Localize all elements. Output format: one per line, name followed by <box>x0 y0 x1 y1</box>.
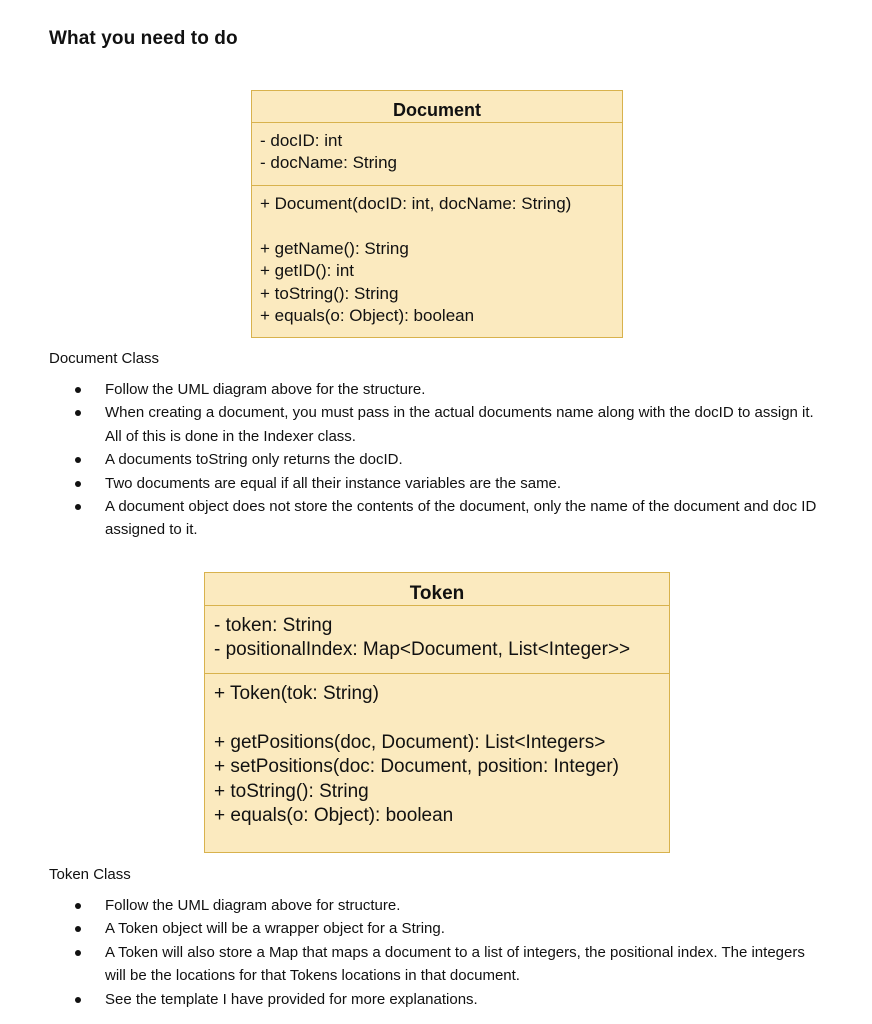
bullet-icon <box>75 950 81 956</box>
uml-class-name: Token <box>205 573 669 606</box>
list-item-text: Follow the UML diagram above for structure. <box>105 897 401 914</box>
bullet-icon <box>75 410 81 416</box>
token-class-bullets <box>0 894 825 1011</box>
uml-method: + equals(o: Object): boolean <box>260 306 475 325</box>
bullet-icon <box>75 387 81 393</box>
token-class-label: Token Class <box>49 866 131 883</box>
uml-method: + equals(o: Object): boolean <box>214 805 454 826</box>
uml-methods <box>252 186 622 328</box>
list-item-text: See the template I have provided for more explanations. <box>105 990 478 1008</box>
bullet-icon <box>75 926 81 932</box>
uml-constructor: + Token(tok: String) <box>214 683 379 704</box>
page-heading: What you need to do <box>49 28 238 49</box>
uml-method: + getID(): int <box>260 261 355 280</box>
uml-fields <box>252 123 622 186</box>
list-item <box>0 917 825 940</box>
list-item <box>0 988 825 1011</box>
bullet-icon <box>75 504 81 510</box>
document-class-bullets <box>0 378 825 542</box>
uml-method: + setPositions(doc: Document, position: Integer) <box>214 756 620 777</box>
list-item <box>0 941 825 988</box>
uml-method: + toString(): String <box>260 283 399 303</box>
list-item-text: A document object does not store the contents of the document, only the name of the document and doc ID assigned to it. <box>105 498 817 539</box>
list-item-text: A Token object will be a wrapper object for a String. <box>105 920 445 938</box>
uml-field: - positionalIndex: Map<Document, List<Integer>> <box>214 639 631 660</box>
bullet-icon <box>75 997 81 1003</box>
list-item <box>0 495 825 542</box>
list-item <box>0 894 825 917</box>
uml-field: - token: String <box>214 615 333 636</box>
uml-method: + getName(): String <box>260 238 409 258</box>
list-item-text: A Token will also store a Map that maps a document to a list of integers, the positional index. The integers will be the locations for that Tokens locations in that document. <box>105 943 805 985</box>
bullet-icon <box>75 903 81 909</box>
document-class-label: Document Class <box>49 350 160 367</box>
list-item <box>0 401 825 448</box>
bullet-icon <box>75 481 81 487</box>
token-uml-diagram <box>204 572 670 853</box>
uml-methods <box>205 674 669 829</box>
uml-method: + toString(): String <box>214 780 369 802</box>
uml-method: + getPositions(doc, Document): List<Integers> <box>214 731 606 753</box>
uml-class-name: Document <box>252 91 622 123</box>
uml-fields <box>205 606 669 674</box>
list-item-text: Follow the UML diagram above for the structure. <box>105 381 426 398</box>
list-item-text: When creating a document, you must pass in the actual documents name along with the docID to assign it. All of this is done in the Indexer class. <box>105 404 814 445</box>
list-item <box>0 448 825 471</box>
uml-constructor: + Document(docID: int, docName: String) <box>260 194 572 213</box>
bullet-icon <box>75 457 81 463</box>
document-uml-diagram <box>251 90 623 338</box>
list-item <box>0 378 825 401</box>
list-item <box>0 472 825 495</box>
list-item-text: A documents toString only returns the docID. <box>105 451 403 469</box>
list-item-text: Two documents are equal if all their instance variables are the same. <box>105 474 562 492</box>
uml-field: - docName: String <box>260 153 397 172</box>
uml-field: - docID: int <box>260 131 343 150</box>
